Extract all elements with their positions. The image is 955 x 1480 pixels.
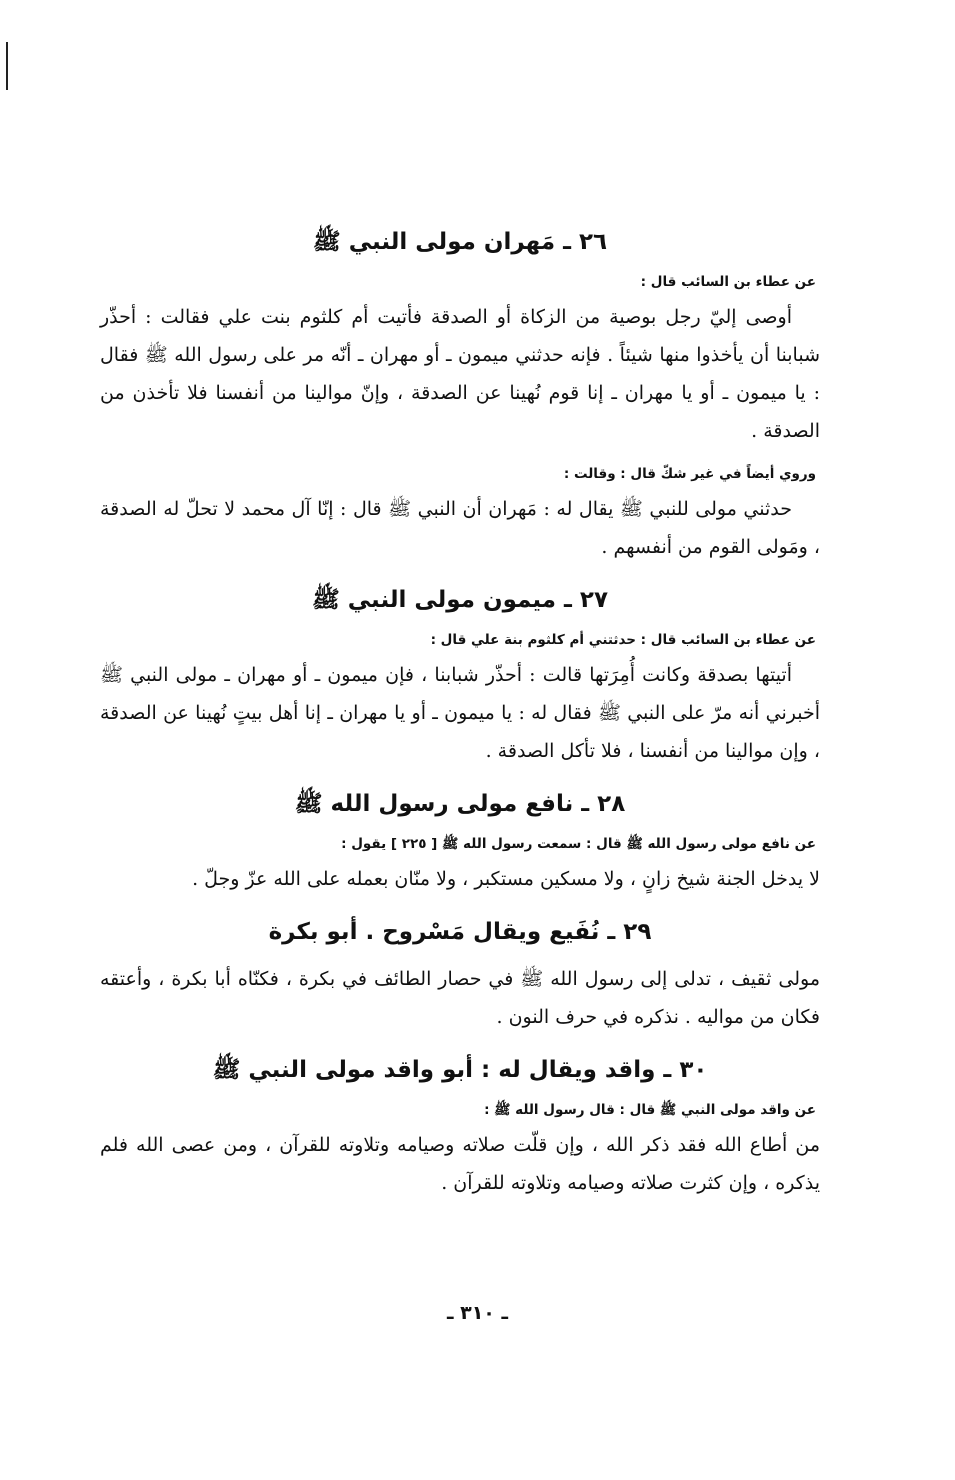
section-heading: ٢٩ ـ نُفَيع ويقال مَسْروح . أبو بكرة xyxy=(268,919,652,945)
section-26 xyxy=(100,222,820,566)
hadith-text: أتيتها بصدقة وكانت أُمِرَتها قالت : أحذّر شبابنا ، فإن ميمون ـ أو مهران ـ مولى النبي ﷺ أخبرني أنه مرّ على النبي ﷺ فقال له : يا ميمون ـ أو يا مهران ـ إنا أهل بيتٍ نُهينا عن الصدقة ، وإن موالينا من أنفسنا ، فلا تأكل الصدقة . xyxy=(100,664,820,762)
section-29 xyxy=(100,912,820,1036)
section-28 xyxy=(100,784,820,898)
narration-source: عن عطاء بن السائب قال : حدثتني أم كلثوم بنة علي قال : xyxy=(430,632,816,648)
hadith-text: من أطاع الله فقد ذكر الله ، وإن قلّت صلاته وصيامه وتلاوته للقرآن ، ومن عصى الله فلم يذكره ، وإن كثرت صلاته وصيامه وتلاوته للقرآن . xyxy=(100,1134,820,1194)
hadith-text: لا يدخل الجنة شيخ زانٍ ، ولا مسكين مستكبر ، ولا منّان بعمله على الله عزّ وجلّ . xyxy=(192,868,820,890)
section-heading: ٣٠ ـ واقد ويقال له : أبو واقد مولى النبي ﷺ xyxy=(212,1057,708,1083)
section-30 xyxy=(100,1050,820,1202)
biography-text: مولى ثقيف ، تدلى إلى رسول الله ﷺ في حصار الطائف في بكرة ، فكنّاه أبا بكرة ، وأعتقه فكان من مواليه . نذكره في حرف النون . xyxy=(100,968,820,1028)
document-page xyxy=(100,222,820,1202)
narration-source: وروي أيضاً في غير شكّ قال : وقالت : xyxy=(563,466,816,482)
section-heading: ٢٨ ـ نافع مولى رسول الله ﷺ xyxy=(294,791,626,817)
hadith-text: حدثني مولى للنبي ﷺ يقال له : مَهران أن النبي ﷺ قال : إنّا آل محمد لا تحلّ له الصدقة ، ومَولى القوم من أنفسهم . xyxy=(100,498,820,558)
page-number: ـ ٣١٠ ـ xyxy=(446,1302,508,1324)
narration-source: عن عطاء بن السائب قال : xyxy=(640,274,816,290)
section-heading: ٢٦ ـ مَهران مولى النبي ﷺ xyxy=(312,229,608,255)
hadith-text: أوصى إليّ رجل بوصية من الزكاة أو الصدقة فأتيت أم كلثوم بنت علي فقالت : أحذّر شبابنا أن يأخذوا منها شيئاً . فإنه حدثني ميمون ـ أو مهران ـ أنّه مر على رسول الله ﷺ فقال : يا ميمون ـ أو يا مهران ـ إنا قوم نُهينا عن الصدقة ، وإنّ موالينا من أنفسنا فلا تأخذن من الصدقة . xyxy=(100,306,821,442)
section-27 xyxy=(100,580,820,770)
page-edge-mark xyxy=(6,42,8,90)
narration-source: عن واقد مولى النبي ﷺ قال : قال رسول الله ﷺ : xyxy=(484,1102,816,1118)
section-heading: ٢٧ ـ ميمون مولى النبي ﷺ xyxy=(312,587,608,613)
narration-source: عن نافع مولى رسول الله ﷺ قال : سمعت رسول الله ﷺ [ ٢٢٥ ] يقول : xyxy=(341,836,816,852)
